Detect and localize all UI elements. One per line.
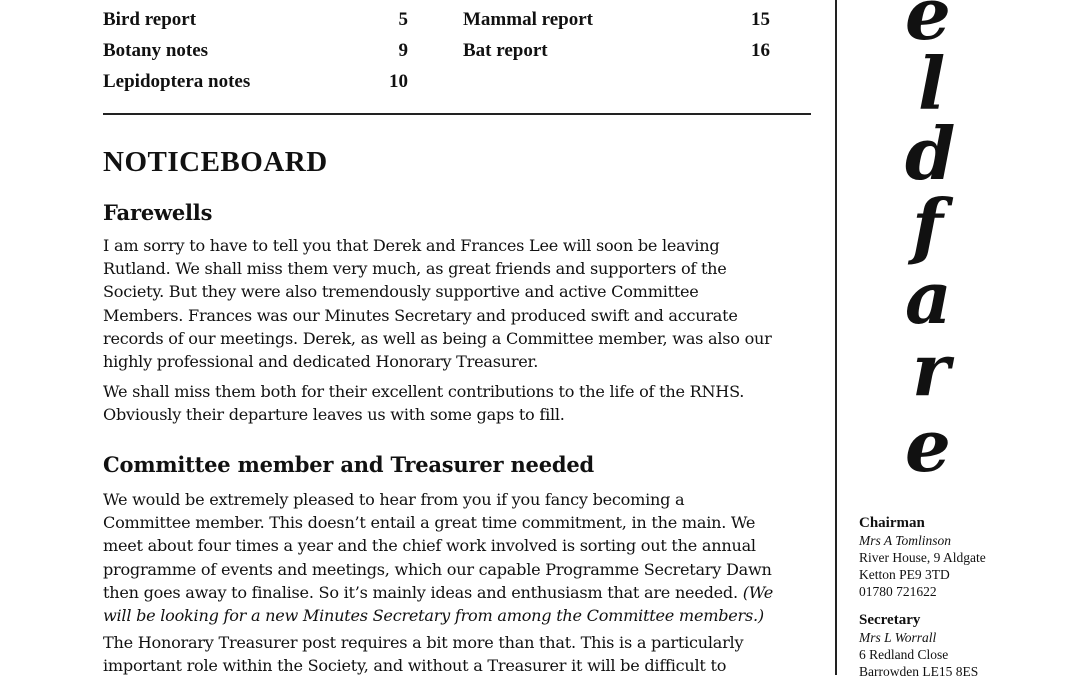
officer-address: 6 Redland Close — [859, 647, 949, 662]
text-line: The Honorary Treasurer post requires a bit more than that. This is a particularly — [103, 633, 744, 652]
text-line: Society. But they were also tremendously supportive and active Committee — [103, 282, 699, 302]
contents-name: Botany notes — [103, 40, 209, 61]
section-title: NOTICEBOARD — [103, 146, 328, 178]
text-line: We shall miss them both for their excellent contributions to the life of the RNHS. — [103, 382, 745, 401]
contents-page: 5 — [398, 9, 408, 30]
masthead-letter: f — [912, 183, 943, 268]
officer-name: Mrs A Tomlinson — [859, 533, 952, 548]
officer-phone: 01780 721622 — [859, 584, 937, 599]
text-line — [103, 581, 815, 604]
masthead-letter: e — [905, 403, 951, 488]
text-line: I am sorry to have to tell you that Derek and Frances Lee will soon be leaving — [103, 236, 720, 255]
text-line: Committee member. This doesn’t entail a great time commitment, in the main. We — [103, 513, 756, 533]
farewells-paragraph-1 — [103, 234, 815, 373]
text-line: meet about four times a year and the chief work involved is sorting out the annual — [103, 536, 756, 556]
contents-page: 10 — [389, 71, 408, 92]
text-line: Rutland. We shall miss them very much, as great friends and supporters of the — [103, 259, 727, 279]
masthead-letter: d — [905, 111, 956, 196]
text-line: Members. Frances was our Minutes Secretary and produced swift and accurate — [103, 305, 738, 325]
text-line: highly professional and dedicated Honorary Treasurer. — [103, 352, 539, 372]
officer-secretary — [859, 612, 978, 680]
text-line: We would be extremely pleased to hear from you if you fancy becoming a — [103, 490, 685, 509]
contents-page: 15 — [751, 9, 770, 30]
italic-note: will be looking for a new Minutes Secretary from among the Committee members.) — [103, 606, 764, 626]
committee-paragraph-2 — [103, 631, 815, 677]
committee-paragraph-1 — [103, 488, 815, 627]
contents-name: Mammal report — [463, 9, 593, 30]
masthead-letter: r — [912, 327, 950, 412]
masthead-letter: l — [918, 41, 946, 126]
text-line: important role within the Society, and without a Treasurer it will be difficult to — [103, 656, 727, 676]
contents-name: Lepidoptera notes — [103, 71, 251, 92]
contents-name: Bird report — [103, 9, 197, 30]
contents-page: 9 — [398, 40, 408, 61]
italic-note: (We — [742, 582, 774, 602]
officer-role: Chairman — [859, 515, 925, 531]
text-span: then goes away to finalise. So it’s mainly ideas and enthusiasm that are needed. — [103, 582, 738, 602]
vertical-divider — [835, 0, 837, 675]
horizontal-divider — [103, 113, 811, 115]
officer-address: Barrowden LE15 8ES — [859, 664, 979, 679]
text-line: programme of events and meetings, which our capable Programme Secretary Dawn — [103, 559, 772, 579]
officer-chairman — [859, 515, 986, 600]
committee-heading: Committee member and Treasurer needed — [103, 452, 595, 477]
contents-page: 16 — [751, 40, 770, 61]
text-line: records of our meetings. Derek, as well as being a Committee member, was also our — [103, 328, 772, 348]
farewells-paragraph-2 — [103, 380, 815, 426]
masthead-letter: a — [905, 255, 952, 340]
text-line: Obviously their departure leaves us with some gaps to fill. — [103, 405, 565, 425]
officer-role: Secretary — [859, 612, 921, 628]
officer-address: Ketton PE9 3TD — [859, 567, 950, 582]
officer-address: River House, 9 Aldgate — [859, 550, 986, 565]
officer-name: Mrs L Worrall — [859, 630, 937, 645]
masthead-letter: e — [905, 0, 951, 56]
contents-name: Bat report — [463, 40, 548, 61]
farewells-heading: Farewells — [103, 200, 213, 225]
